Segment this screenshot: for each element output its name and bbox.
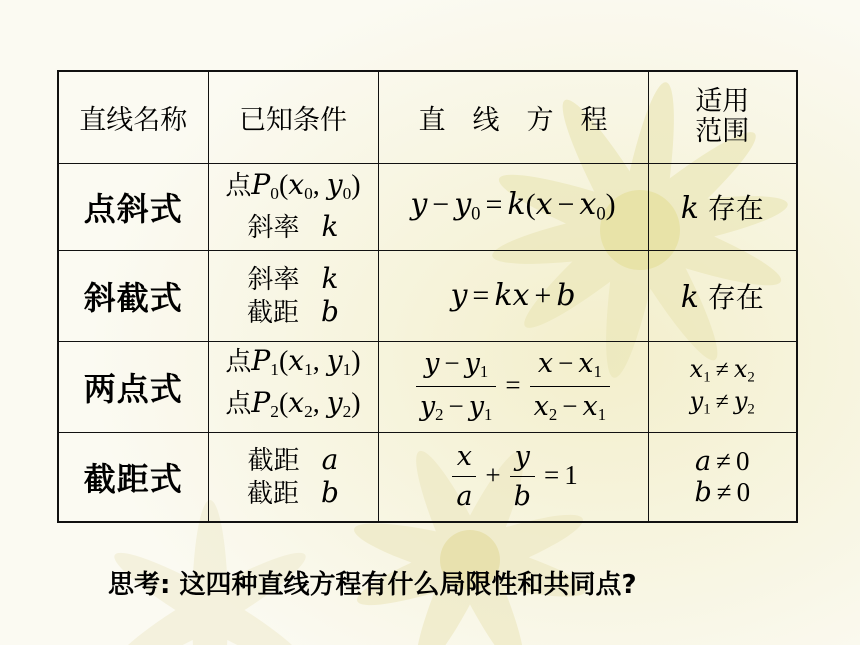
header-range (648, 71, 797, 163)
table-row (58, 163, 797, 250)
condition-label: 斜率 (247, 212, 300, 243)
range-b-condition-math: b ≠ 0 (694, 476, 751, 508)
row-equation (378, 341, 648, 432)
row-conditions (208, 163, 378, 250)
table-row (58, 250, 797, 341)
range-y-condition-math: $y_1 \ne y_2$ (689, 386, 755, 417)
range-text: 存在 (707, 280, 764, 314)
range-text: 存在 (707, 191, 764, 225)
condition-label: 点 (225, 347, 252, 378)
header-range-line1: 适用 (695, 86, 750, 118)
row-range (648, 341, 797, 432)
row-conditions (208, 432, 378, 522)
line-equation-table (57, 70, 798, 523)
intercept-b-math: b (321, 475, 339, 509)
table-row (58, 341, 797, 432)
point-p1-math: $P_1(x_1$, $y_1$) (251, 344, 361, 380)
row-equation (378, 163, 648, 250)
range-x-condition-math: $x_1 \ne x_2$ (689, 355, 755, 386)
intercept-a-math: a (321, 442, 339, 476)
intercept-b-math: b (321, 294, 339, 328)
condition-label: 截距 (247, 445, 300, 476)
table-header-row (58, 71, 797, 163)
header-range-line2: 范围 (695, 116, 750, 148)
range-k-math: k (680, 190, 699, 226)
condition-label: 点 (225, 171, 252, 202)
row-equation (378, 432, 648, 522)
row-conditions (208, 250, 378, 341)
slope-k-math: k (321, 261, 339, 295)
thinking-question: 思考: 这四种直线方程有什么局限性和共同点? (108, 570, 637, 600)
row-range (648, 432, 797, 522)
row-range (648, 163, 797, 250)
range-k-math: k (680, 279, 699, 315)
slope-intercept-equation-math: y = kx + b (450, 278, 576, 313)
header-known-conditions: 已知条件 (208, 71, 378, 163)
row-range (648, 250, 797, 341)
point-p2-math: $P_2(x_2$, $y_2$) (251, 385, 361, 421)
row-name: 截距式 (58, 432, 208, 522)
slope-k-math: k (321, 209, 339, 243)
range-a-condition-math: a ≠ 0 (695, 445, 750, 477)
row-equation (378, 250, 648, 341)
point-slope-equation-math: $y - y_0 = k(x - x_0)$ (410, 187, 616, 225)
row-name: 点斜式 (58, 163, 208, 250)
condition-label: 截距 (247, 297, 300, 328)
point-p0-math: $P_0(x_0$, $y_0$) (251, 168, 361, 204)
header-equation: 直 线 方 程 (378, 71, 648, 163)
row-conditions (208, 341, 378, 432)
condition-label: 截距 (247, 478, 300, 509)
condition-label: 斜率 (247, 264, 300, 295)
row-name: 两点式 (58, 341, 208, 432)
header-name: 直线名称 (58, 71, 208, 163)
table-row (58, 432, 797, 522)
row-name: 斜截式 (58, 250, 208, 341)
intercept-equation-math: $\frac{x}{a}$ + $\frac{y}{b}$ = 1 (448, 460, 577, 491)
two-point-equation-math: $\frac{y - y_1}{y_2 - y_1}$ = $\frac{x - x_1}{x_2 - x_1}$ (412, 370, 614, 401)
condition-label: 点 (225, 388, 252, 419)
